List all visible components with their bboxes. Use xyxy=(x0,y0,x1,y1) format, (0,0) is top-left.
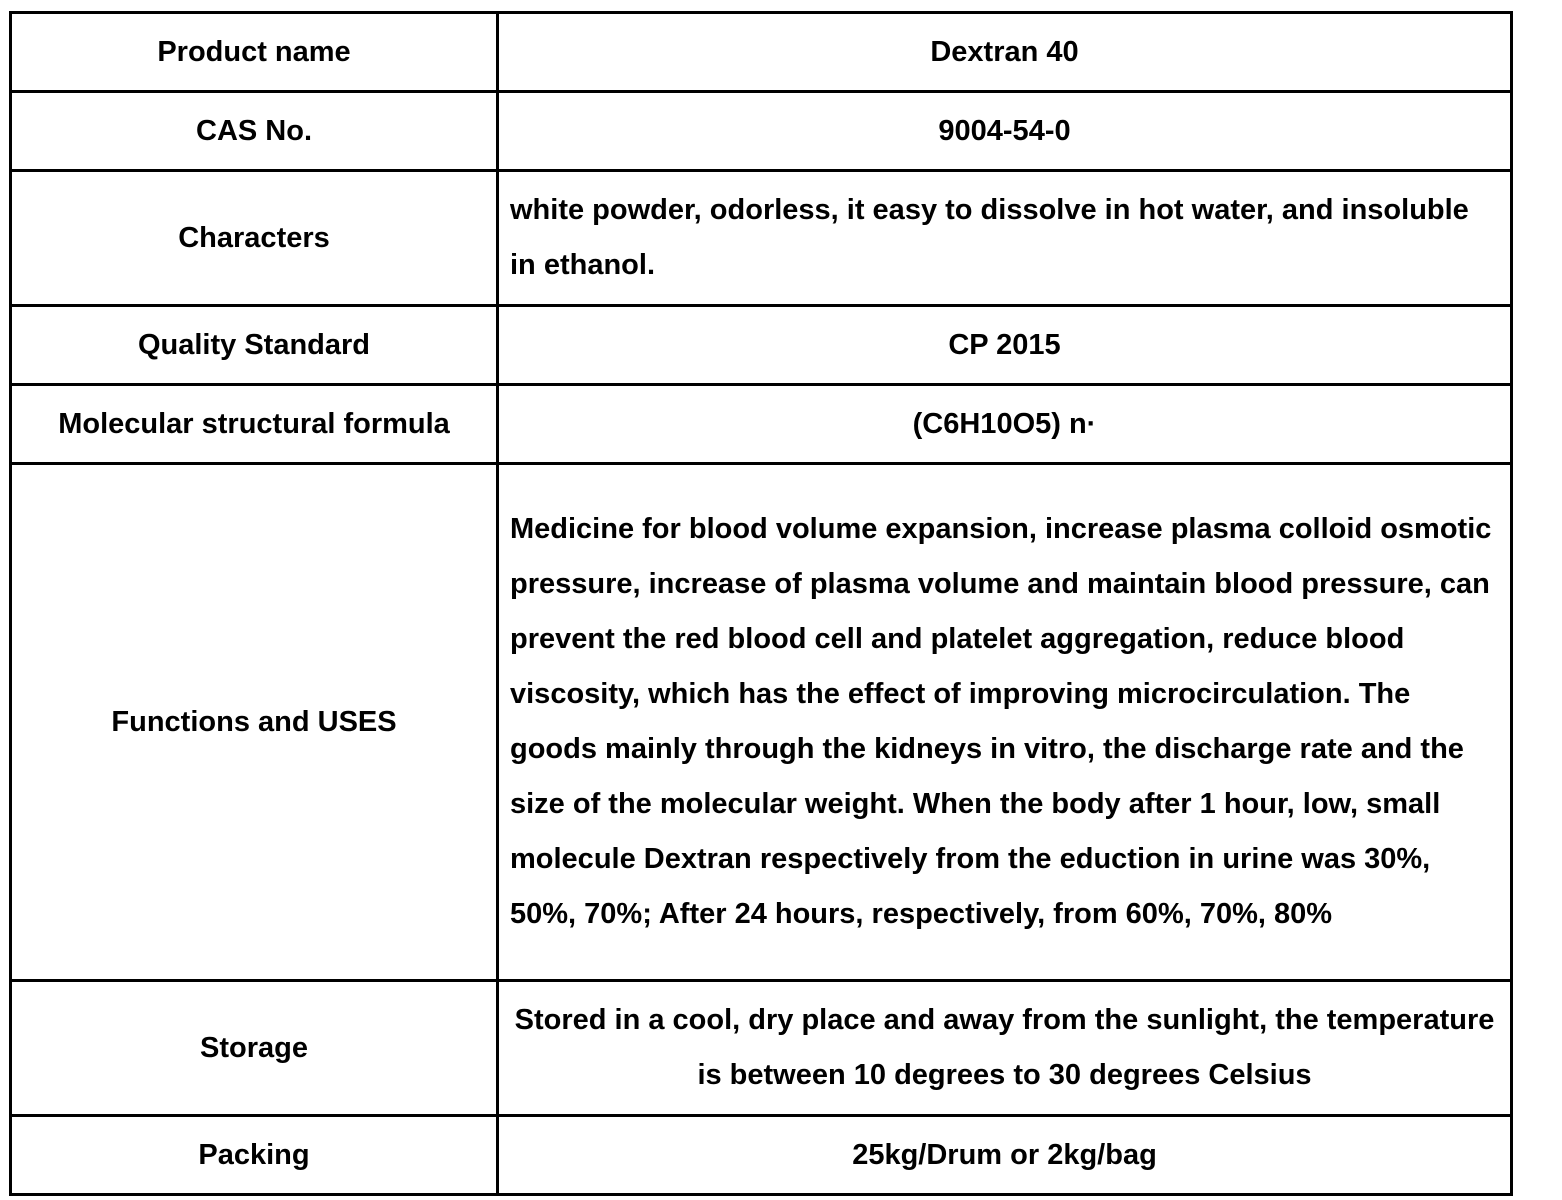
row-value: white powder, odorless, it easy to dissolve in hot water, and insoluble in ethanol. xyxy=(498,171,1512,306)
row-value: Stored in a cool, dry place and away from the sunlight, the temperature is between 10 degrees to 30 degrees Celsius xyxy=(498,981,1512,1116)
table-row-characters xyxy=(11,171,1512,306)
row-label: Quality Standard xyxy=(11,306,498,385)
row-value: Dextran 40 xyxy=(498,13,1512,92)
row-label: Characters xyxy=(11,171,498,306)
table-row-storage xyxy=(11,981,1512,1116)
row-label: CAS No. xyxy=(11,92,498,171)
product-spec-table xyxy=(9,11,1513,1196)
table-row-packing xyxy=(11,1116,1512,1195)
row-label: Functions and USES xyxy=(11,464,498,981)
table-row-product-name xyxy=(11,13,1512,92)
row-value: 25kg/Drum or 2kg/bag xyxy=(498,1116,1512,1195)
row-value: CP 2015 xyxy=(498,306,1512,385)
table-row-quality-standard xyxy=(11,306,1512,385)
row-value: Medicine for blood volume expansion, increase plasma colloid osmotic pressure, increase of plasma volume and maintain blood pressure, can prevent the red blood cell and platelet aggregation, reduce blood viscosity, which has the effect of improving microcirculation. The goods mainly through the kidneys in vitro, the discharge rate and the size of the molecular weight. When the body after 1 hour, low, small molecule Dextran respectively from the eduction in urine was 30%, 50%, 70%; After 24 hours, respectively, from 60%, 70%, 80% xyxy=(498,464,1512,981)
table-row-cas-no xyxy=(11,92,1512,171)
row-label: Storage xyxy=(11,981,498,1116)
row-label: Molecular structural formula xyxy=(11,385,498,464)
row-value: (C6H10O5) n· xyxy=(498,385,1512,464)
table-row-functions-and-uses xyxy=(11,464,1512,981)
table-row-molecular-formula xyxy=(11,385,1512,464)
row-label: Product name xyxy=(11,13,498,92)
row-value: 9004-54-0 xyxy=(498,92,1512,171)
row-label: Packing xyxy=(11,1116,498,1195)
